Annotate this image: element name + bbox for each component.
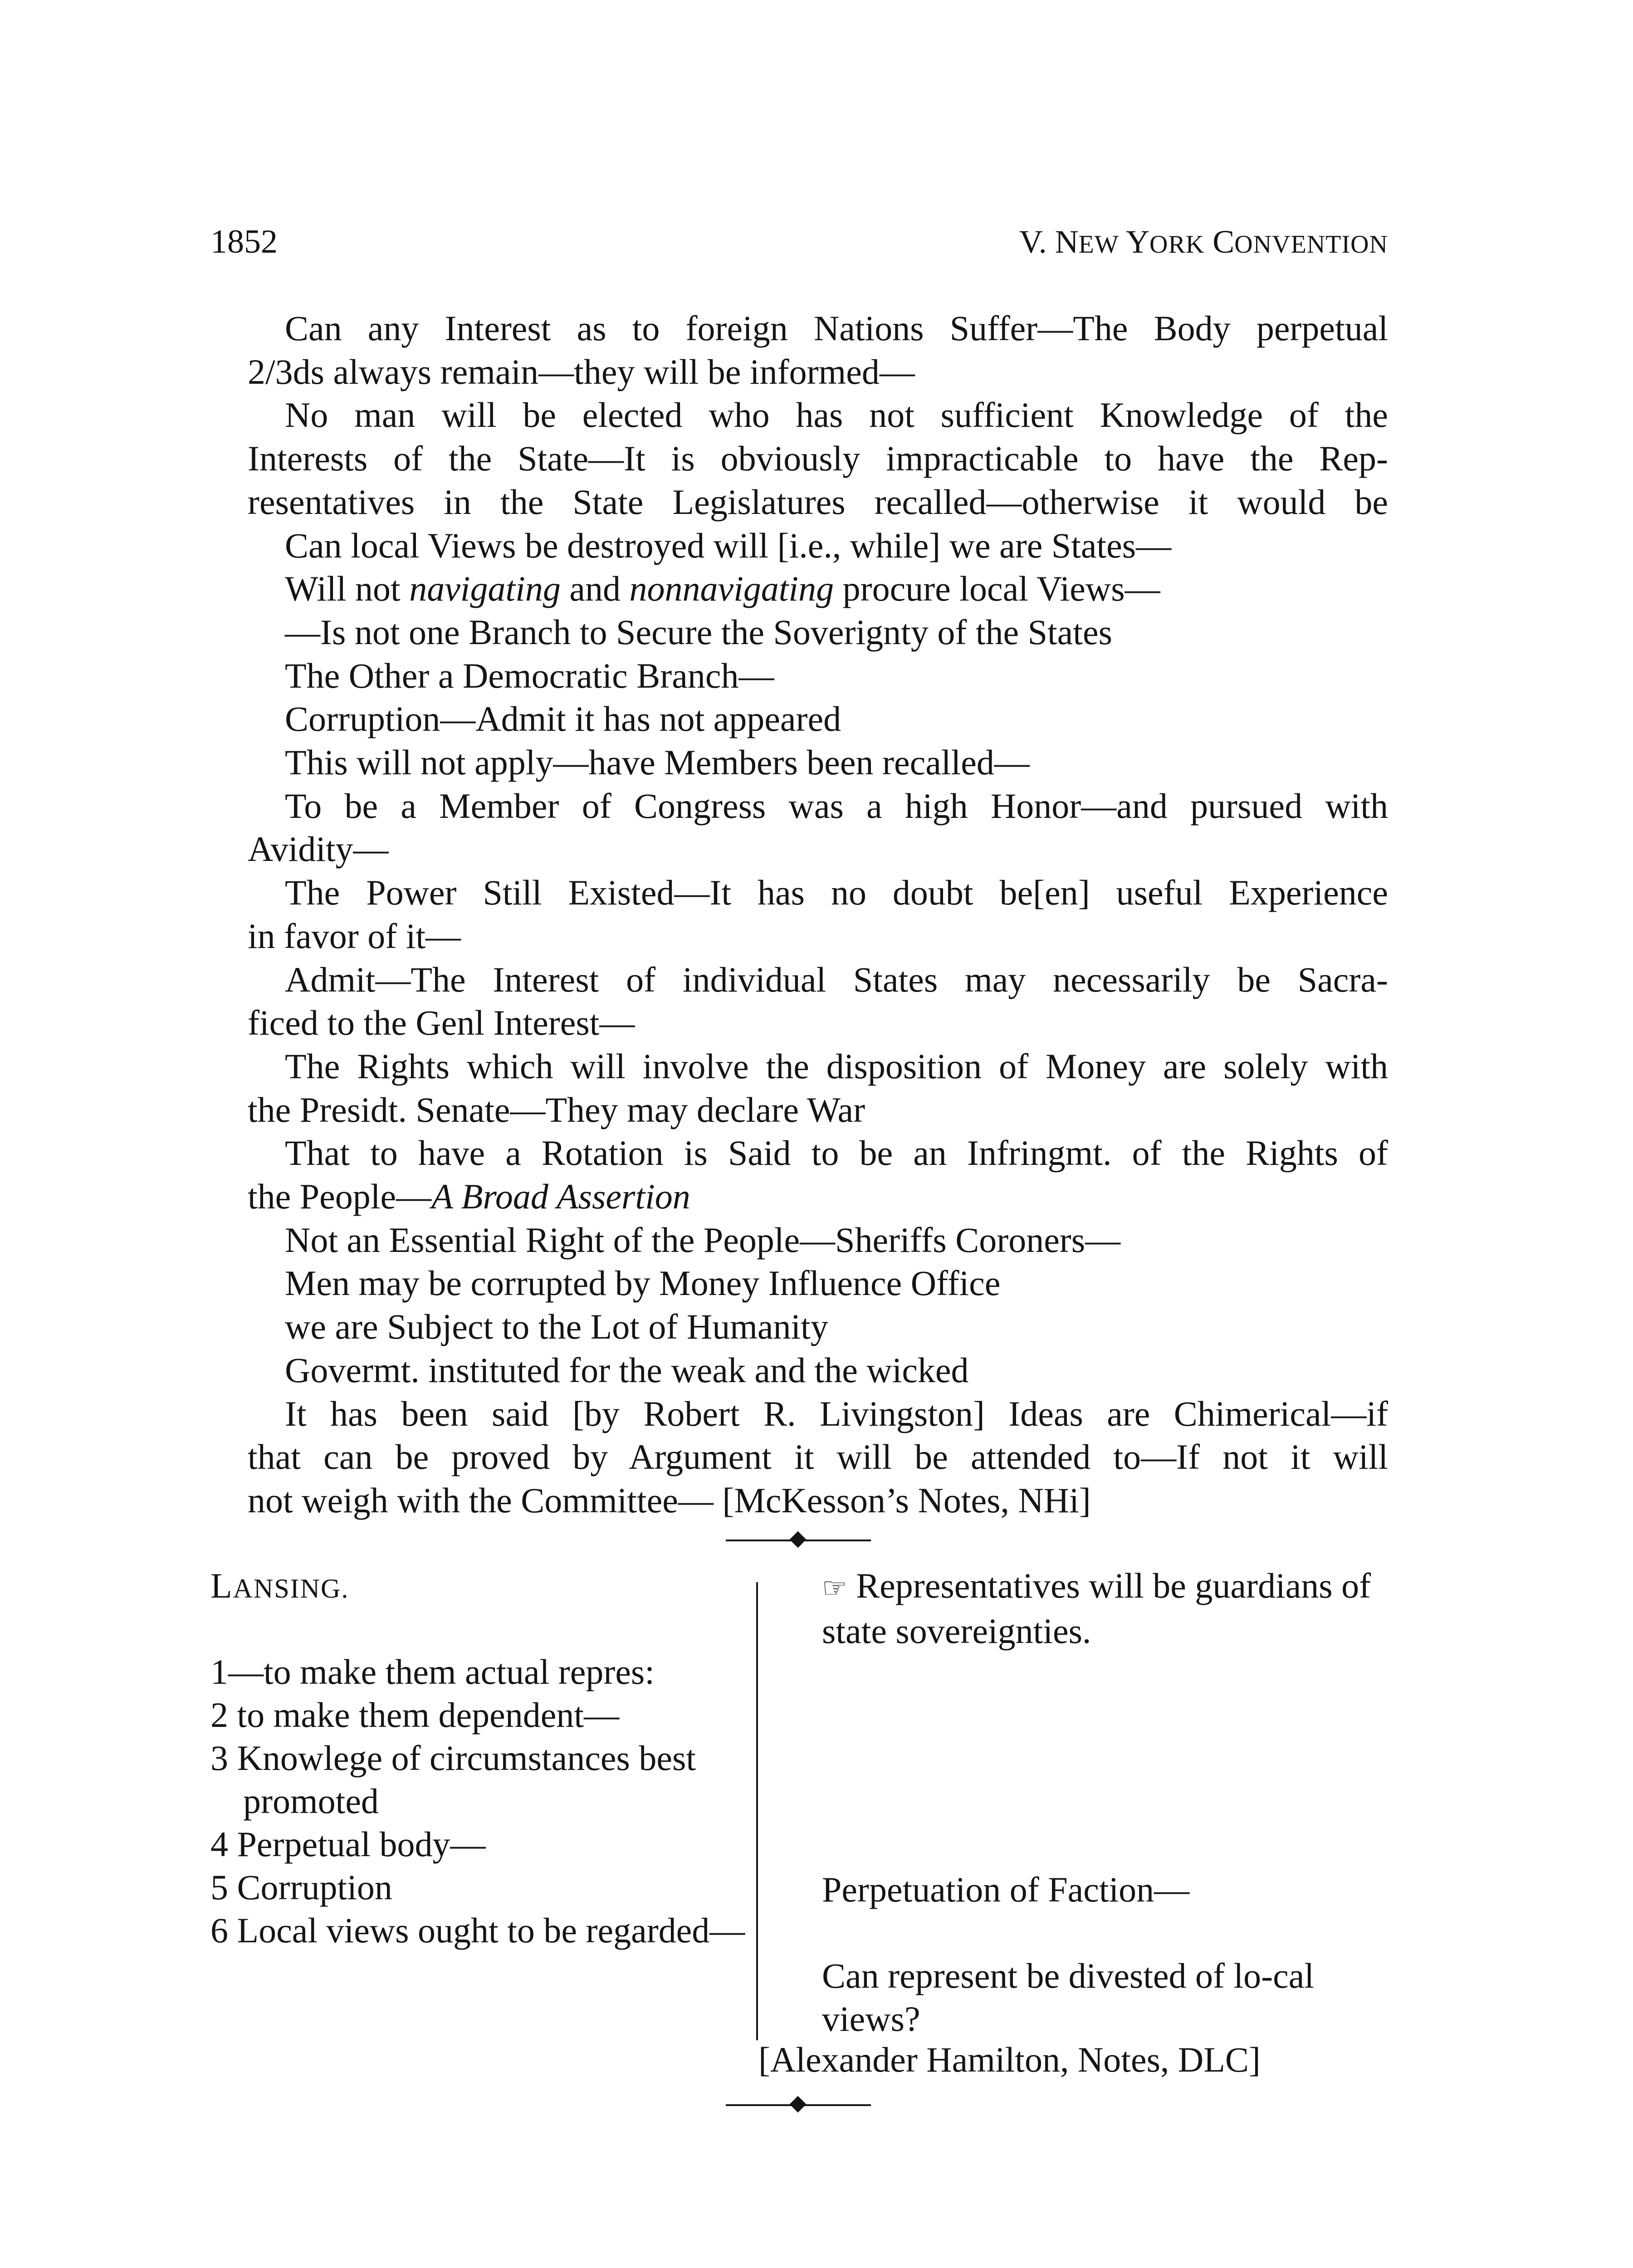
column-divider xyxy=(756,1582,758,2040)
paragraph: Govermt. instituted for the weak and the wicked xyxy=(285,1350,969,1390)
list-item: 1—to make them actual repres: xyxy=(210,1652,655,1691)
list-item: 4 Perpetual body— xyxy=(210,1824,486,1864)
paragraph: Can any Interest as to foreign Nations Suffer—The Body perpetual 2/3ds always remain—they will be informed— xyxy=(248,308,1388,391)
marginal-note: ☞ Representatives will be guardians of state sovereignties. xyxy=(822,1566,1371,1651)
notes-left-column xyxy=(210,1564,746,1952)
pointing-hand-icon: ☞ xyxy=(822,1571,847,1604)
section-divider-ornament xyxy=(726,1533,871,1547)
paragraph: The Other a Democratic Branch— xyxy=(285,655,774,695)
mckesson-notes xyxy=(210,307,1388,1522)
paragraph: No man will be elected who has not sufficient Knowledge of the Interests of the State—It is obviously impracticable to have the Rep- resentatives in the State Legislatures recalled—otherwise it would be xyxy=(248,395,1388,522)
source-attribution: [Alexander Hamilton, Notes, DLC] xyxy=(758,2040,1261,2079)
list-item: 2 to make them dependent— xyxy=(210,1695,620,1735)
paragraph: To be a Member of Congress was a high Honor—and pursued with Avidity— xyxy=(248,786,1388,869)
paragraph: It has been said [by Robert R. Livingston] Ideas are Chimerical—if that can be proved by Argument it will be attended to—If not it will not weigh with the Committee— [McKesson’s Notes, NHi] xyxy=(248,1393,1388,1520)
diamond-icon xyxy=(790,1531,807,1548)
paragraph: Admit—The Interest of individual States may necessarily be Sacra- ficed to the Genl Interest— xyxy=(248,959,1388,1043)
paragraph: Can local Views be destroyed will [i.e., while] we are States— xyxy=(285,525,1172,565)
paragraph: Corruption—Admit it has not appeared xyxy=(285,699,841,739)
paragraph: we are Subject to the Lot of Humanity xyxy=(285,1307,828,1347)
paragraph: Not an Essential Right of the People—Sheriffs Coroners— xyxy=(285,1220,1121,1260)
list-item: 6 Local views ought to be regarded— xyxy=(210,1911,745,1950)
paragraph: This will not apply—have Members been recalled— xyxy=(285,743,1030,782)
running-head xyxy=(210,221,1388,262)
marginal-note: Perpetuation of Faction— xyxy=(822,1870,1190,1909)
paragraph: —Is not one Branch to Secure the Soverignty of the States xyxy=(285,612,1112,652)
paragraph: That to have a Rotation is Said to be an Infringmt. of the Rights of the People—A Broad Assertion xyxy=(248,1133,1388,1217)
paragraph: The Power Still Existed—It has no doubt be[en] useful Experience in favor of it— xyxy=(248,873,1388,956)
marginal-note: Can represent be divested of lo-cal views? xyxy=(822,1956,1315,2038)
speaker-name: LANSING. xyxy=(210,1566,349,1605)
list-item: 5 Corruption xyxy=(210,1867,392,1907)
list-item: 3 Knowlege of circumstances best promoted xyxy=(210,1738,696,1821)
section-title: V. NEW YORK CONVENTION xyxy=(1019,224,1388,260)
section-divider-ornament xyxy=(726,2098,871,2112)
hamilton-notes xyxy=(210,1564,1388,2086)
notes-right-column xyxy=(822,1564,1388,2040)
paragraph: Men may be corrupted by Money Influence Office xyxy=(285,1263,1001,1303)
diamond-icon xyxy=(790,2096,807,2113)
page-number: 1852 xyxy=(210,223,278,260)
paragraph: The Rights which will involve the disposition of Money are solely with the Presidt. Senate—They may declare War xyxy=(248,1046,1388,1129)
paragraph: Will not navigating and nonnavigating procure local Views— xyxy=(285,569,1160,609)
